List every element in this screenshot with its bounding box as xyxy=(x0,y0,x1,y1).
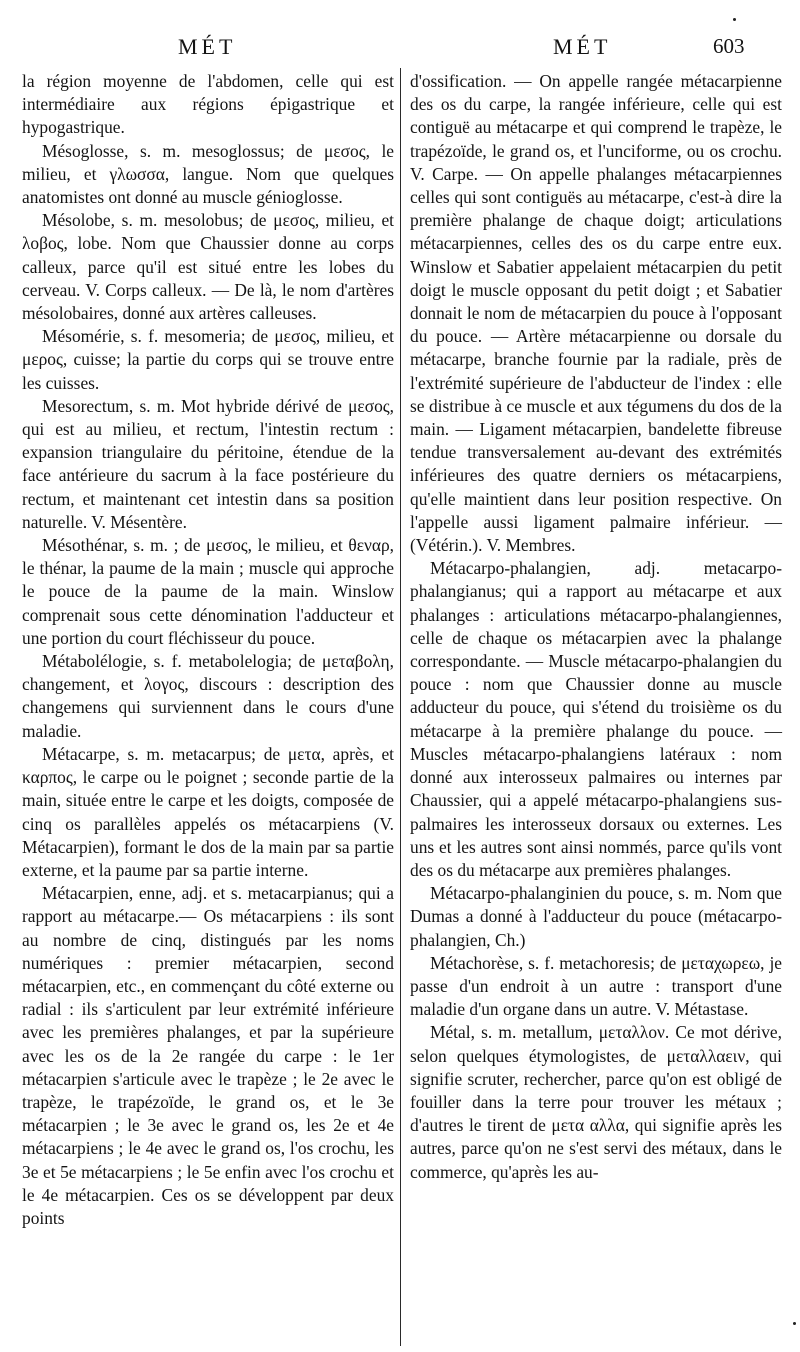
dictionary-entry: Mésolobe, s. m. mesolobus; de μεσος, milieu, et λοβος, lobe. Nom que Chaussier donne au corps calleux, parce qu'il est situé entre les lobes du cerveau. V. Corps calleux. — De là, le nom d'artères mésolobaires, donné aux artères calleuses. xyxy=(22,210,394,324)
dictionary-entry: Mésothénar, s. m. ; de μεσος, le milieu, et θεναρ, le thénar, la paume de la main ; muscle qui approche le pouce de la paume de la main. Winslow comprenait sous cette dénomination l'adducteur et une portion du court fléchisseur du pouce. xyxy=(22,535,394,648)
right-column xyxy=(410,70,782,1184)
left-column xyxy=(22,70,394,1230)
dictionary-entry: d'ossification. — On appelle rangée métacarpienne des os du carpe, la rangée inférieure, celle qui est contiguë au métacarpe et qui comprend le trapèze, le trapézoïde, le grand os, et l'unciforme, ou os crochu. V. Carpe. — On appelle phalanges métacarpiennes celles qui sont contiguës au métacarpe, c'est-à dire la première phalange de chaque doigt; articulations métacarpiennes, celles des os du carpe entre eux. Winslow et Sabatier appelaient métacarpien du petit doigt le muscle opposant du petit doigt ; et Sabatier donnait le nom de métacarpien du pouce à l'opposant du pouce. — Artère métacarpienne ou dorsale du métacarpe, branche fournie par la radiale, près de l'extrémité supérieure de l'abducteur de l'index : elle se distribue à ce muscle et aux tégumens du dos de la main. — Ligament métacarpien, bandelette fibreuse tendue transversalement au-devant des extrémités inférieures des quatre derniers os métacarpiens, qu'elle maintient dans leur position respective. On l'appelle aussi ligament palmaire inférieur. — (Vétérin.). V. Membres. xyxy=(410,71,782,556)
print-speck xyxy=(733,18,736,21)
print-speck xyxy=(793,1322,796,1325)
dictionary-entry: Métacarpien, enne, adj. et s. metacarpianus; qui a rapport au métacarpe.— Os métacarpiens : ils sont au nombre de cinq, distingués par les noms numériques : premier métacarpien, second métacarpien, etc., en commençant du côté externe ou radial : ils s'articulent par leur extrémité inférieure avec les premières phalanges, et par la supérieure avec les os de la 2e rangée du carpe : le 1er métacarpien s'articule avec le trapèze ; le 2e avec le trapèze, le trapézoïde, le grand os, et le 3e métacarpien ; le 3e avec le grand os, les 2e et 4e métacarpiens ; le 4e avec le grand os, l'os crochu, les 3e et 5e métacarpiens ; le 5e enfin avec l'os crochu et le 4e métacarpien. Ces os se développent par deux points xyxy=(22,883,394,1228)
dictionary-entry: Métachorèse, s. f. metachoresis; de μεταχωρεω, je passe d'un endroit à un autre : transport d'une maladie d'un organe dans un autre. V. Métastase. xyxy=(410,952,782,1020)
dictionary-entry: Métacarpo-phalanginien du pouce, s. m. Nom que Dumas a donné à l'adducteur du pouce (métacarpo-phalangien, Ch.) xyxy=(410,883,782,950)
running-head-left: MÉT xyxy=(178,34,237,59)
dictionary-entry: Mésoglosse, s. m. mesoglossus; de μεσος, le milieu, et γλωσσα, langue. Nom que quelques anatomistes ont donné au muscle génioglosse. xyxy=(22,140,394,208)
running-head-right: MÉT xyxy=(553,34,612,59)
dictionary-entry: Mésomérie, s. f. mesomeria; de μεσος, milieu, et μερος, cuisse; la partie du corps qui se trouve entre les cuisses. xyxy=(22,326,394,393)
dictionary-entry: Métabolélogie, s. f. metabolelogia; de μεταβολη, changement, et λογος, discours : description des changemens qui surviennent dans le cours d'une maladie. xyxy=(22,651,394,741)
dictionary-entry: Métacarpo-phalangien, adj. metacarpo-phalangianus; qui a rapport au métacarpe et aux phalanges : articulations métacarpo-phalangiennes, celle de chaque os métacarpien avec la phalange correspondante. — Muscle métacarpo-phalangien du pouce : nom que Chaussier donne au muscle adducteur du pouce, qui s'étend du troisième os du métacarpe à la première phalange du pouce. — Muscles métacarpo-phalangiens latéraux : nom donné aux interosseux palmaires ou internes par Chaussier, qui a appelé métacarpo-phalangiens sus-palmaires les interosseux dorsaux ou externes. Les uns et les autres sont ainsi nommés, parce qu'ils vont des os du métacarpe aux premières phalanges. xyxy=(410,558,782,880)
dictionary-entry: Mesorectum, s. m. Mot hybride dérivé de μεσος, qui est au milieu, et rectum, l'intestin rectum : expansion triangulaire du péritoine, étendue de la face antérieure du sacrum à la face postérieure du rectum, et maintenant cet intestin dans sa position naturelle. V. Mésentère. xyxy=(22,395,394,532)
dictionary-entry: Métal, s. m. metallum, μεταλλον. Ce mot dérive, selon quelques étymologistes, de μεταλλαειν, qui signifie scruter, rechercher, parce qu'on est obligé de fouiller dans la terre pour trouver les métaux ; d'autres le tirent de μετα αλλα, qui signifie après les autres, parce qu'on ne s'est servi des métaux, dans le commerce, qu'après les au- xyxy=(410,1022,782,1182)
dictionary-entry: Métacarpe, s. m. metacarpus; de μετα, après, et καρπος, le carpe ou le poignet ; seconde partie de la main, située entre le carpe et les doigts, composée de cinq os parallèles appelés os métacarpiens (V. Métacarpien), formant le dos de la main par sa partie externe, et la paume par sa partie interne. xyxy=(22,743,394,880)
dictionary-entry: la région moyenne de l'abdomen, celle qui est intermédiaire aux régions épigastrique et hypogastrique. xyxy=(22,71,394,138)
column-divider xyxy=(400,68,401,1346)
page-number: 603 xyxy=(713,34,745,58)
